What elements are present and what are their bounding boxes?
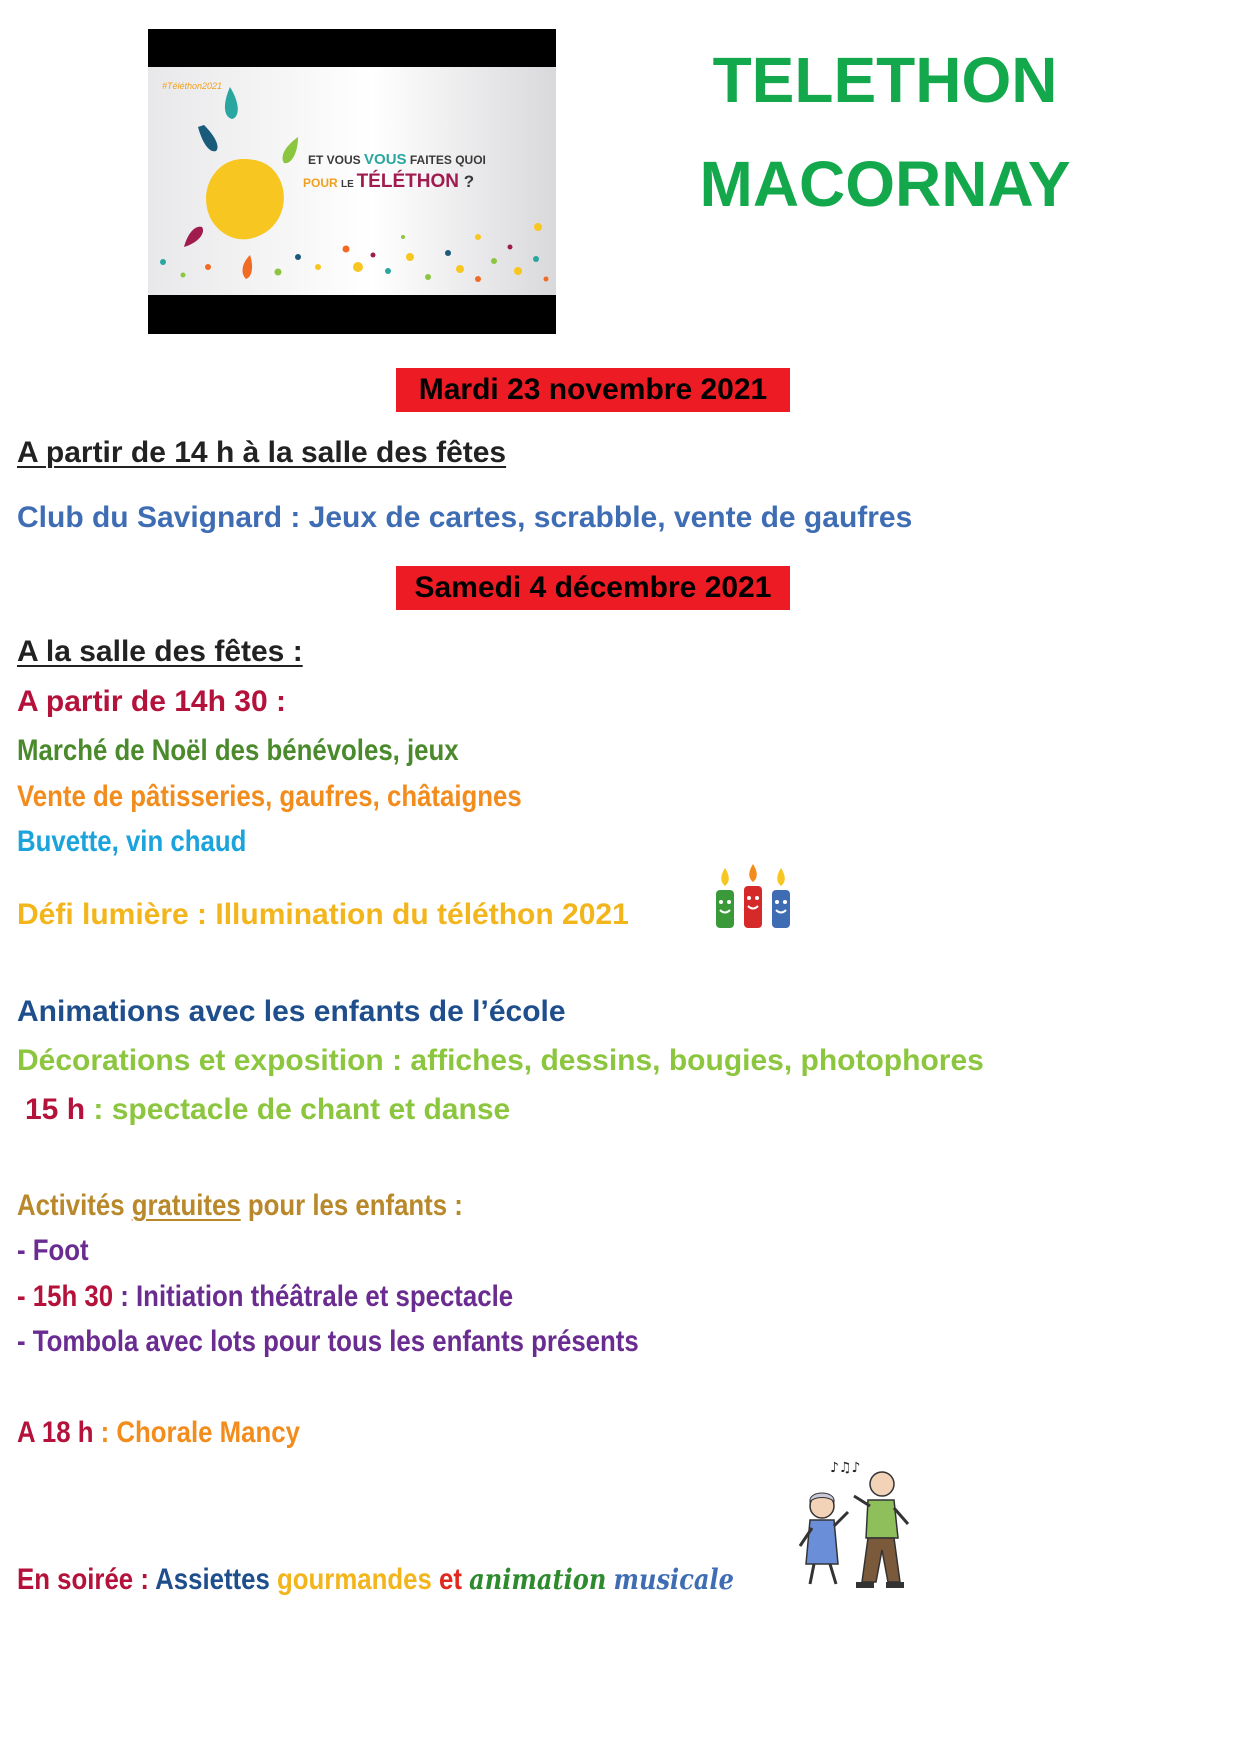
date-badge-event2 <box>396 566 790 610</box>
activities-intro: Activités gratuites pour les enfants : <box>17 1189 463 1222</box>
item-vente-patisseries: Vente de pâtisseries, gaufres, châtaignes <box>17 780 522 813</box>
soiree-et: et <box>431 1563 470 1596</box>
event1-club: Club du Savignard : Jeux de cartes, scrabble, vente de gaufres <box>17 501 913 534</box>
school-heading: Animations avec les enfants de l’école <box>17 995 566 1028</box>
soiree-animation: animation <box>469 1563 607 1596</box>
logo-hashtag: #Téléthon2021 <box>162 81 223 91</box>
candles-icon <box>708 862 800 934</box>
page-title-macornay: MACORNAY <box>699 148 1071 220</box>
defi-lumiere: Défi lumière : Illumination du téléthon 2021 <box>17 898 629 931</box>
event2-heading: A la salle des fêtes : <box>17 635 303 668</box>
soiree-label: En soirée : <box>17 1563 156 1596</box>
date-badge-event1 <box>396 368 790 412</box>
activity-foot: - Foot <box>17 1234 89 1267</box>
date-event2: Samedi 4 décembre 2021 <box>414 571 772 604</box>
telethon-logo-image <box>148 29 556 334</box>
school-show <box>25 1092 510 1128</box>
event2-start-time: A partir de 14h 30 : <box>17 685 286 718</box>
soiree-line <box>17 1562 734 1598</box>
dancing-couple-icon <box>790 1454 920 1592</box>
event1-heading: A partir de 14 h à la salle des fêtes <box>17 436 507 469</box>
date-event1: Mardi 23 novembre 2021 <box>418 373 768 406</box>
activity-theatre: - 15h 30 : Initiation théâtrale et spectacle <box>17 1280 514 1313</box>
item-marche-noel: Marché de Noël des bénévoles, jeux <box>17 734 459 767</box>
logo-slogan-line1: ET VOUS VOUS FAITES QUOI <box>308 151 486 168</box>
gratuites-underlined: gratuites <box>131 1189 241 1222</box>
soiree-gourmandes: gourmandes <box>277 1563 432 1596</box>
page-title-telethon: TELETHON <box>712 44 1058 116</box>
theatre-time: 15h 30 <box>32 1280 114 1313</box>
soiree-musicale: musicale <box>613 1563 734 1596</box>
chorale-line <box>17 1415 300 1451</box>
chorale-time: A 18 h <box>17 1416 94 1449</box>
show-time: 15 h <box>25 1093 86 1126</box>
soiree-assiettes: Assiettes <box>155 1563 278 1596</box>
activity-tombola: - Tombola avec lots pour tous les enfants présents <box>17 1325 639 1358</box>
item-buvette: Buvette, vin chaud <box>17 825 247 858</box>
chorale-text: : Chorale Mancy <box>93 1416 300 1449</box>
show-text: : spectacle de chant et danse <box>85 1093 511 1126</box>
school-decorations: Décorations et exposition : affiches, dessins, bougies, photophores <box>17 1044 984 1077</box>
logo-slogan-line2: POUR LE TÉLÉTHON ? <box>303 171 475 192</box>
svg-text:♪♫♪: ♪♫♪ <box>830 1460 861 1476</box>
theatre-text: : Initiation théâtrale et spectacle <box>113 1280 514 1313</box>
